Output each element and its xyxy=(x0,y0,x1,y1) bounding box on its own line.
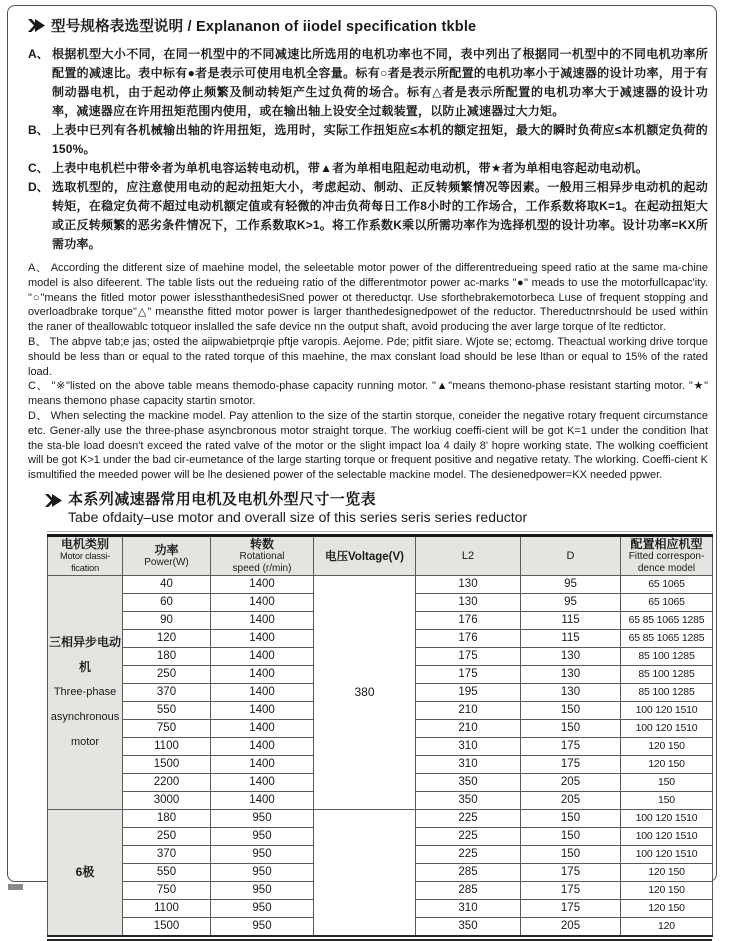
note-text: According the ditferent size of maehine model, the seleetable motor power of the differentredueing speed ratio at the same ma-chine model is also difeerent. The table lists out the redueing ratio of the differentmotor power ac-marks "●" meads to use the motorfullcapac'ity. "○"means the fitled motor power islessthanthedesiSned power ot thereductqr. Use sforthebrakemotorbeca Luse of frequent stopping and overloadbrake torque"△" meansthe fitted motor power is larger thanthedesignedpowet of the reductor. Thereductnrshould be used within the raner of theallowablc totqueor inslalled the safe device nn the output shaft, avoid producing the aver large torque of lte redtictor. xyxy=(28,262,708,334)
note-text: 选取机型的，应注意使用电动的起动扭矩大小，考虑起动、制动、正反转频繁情况等因素。一般用三相异步电动机的起动转矩，在稳定负荷不超过电动机额定值或有轻微的冲击负荷每日工作8小时的工作场合，工作系数将取K=1。在起动扭矩大或正反转频繁的恶劣条件情况下，工作系数取K>1。将工作系数K乘以所需功率作为选择机型的设计功率。设计功率=KX所需功率。 xyxy=(52,180,708,251)
speed-cell: 950 xyxy=(211,863,314,881)
model-cell: 65 1065 xyxy=(621,575,713,593)
d-cell: 150 xyxy=(521,719,621,737)
note-text: 上表中电机栏中带※者为单机电容运转电动机，带▲者为单相电阻起动电动机，带★者为单相电容起动电动机。 xyxy=(52,161,649,175)
note-label: A、 xyxy=(28,262,48,274)
note-text: When selecting the mackine model. Pay attenlion to the size of the startin storque, coneider the negative rotary frequent circumstance etc. Gener-ally use the three-phase asyncbronous motor straight torque. The workiug coeffi-cient will be got K=1 under the condition lhat the sta-ble load doesn't exceed the rated valve of the motor or the slight impact loa 4 daily 8' hopre working state. The wolking coefficient will be got K>1 under the bad cir-eumetance of the large starting torque or frequent positive and negative retaty. The wlorking. Coeffi-cient K ismultified the meeded power will be lhe desiened power of the selectable mackine model. The desienedpower=KX needed ppwer. xyxy=(28,409,708,482)
header-model-zh: 配置相应机型 xyxy=(630,537,703,552)
model-cell: 65 85 1065 1285 xyxy=(621,629,713,647)
d-cell: 150 xyxy=(521,827,621,845)
note-label: C、 xyxy=(28,161,49,175)
power-cell: 3000 xyxy=(123,791,211,809)
model-cell: 100 120 1510 xyxy=(621,809,713,827)
speed-cell: 950 xyxy=(211,917,314,936)
note-label: B、 xyxy=(28,123,49,137)
note-text: "※"listed on the above table means themodo-phase capacity running motor. "▲"means themono-phase resistant starting motor. "★" means themono phase capacity startin smotor. xyxy=(28,380,708,408)
l2-cell: 225 xyxy=(416,827,521,845)
header-d-text: D xyxy=(566,549,575,562)
header-power-zh: 功率 xyxy=(154,543,179,558)
header-classification-zh: 电机类别 xyxy=(60,537,109,552)
note-zh-a xyxy=(28,45,708,121)
note-en-a xyxy=(28,261,708,335)
header-model-en2: dence model xyxy=(637,562,696,574)
d-cell: 115 xyxy=(521,611,621,629)
header-voltage xyxy=(314,535,416,575)
section1-title-text: 型号规格表选型说明 / Explananon of iiodel specification tkble xyxy=(51,19,477,35)
classification-line: 三相异步电动机 xyxy=(48,634,121,674)
l2-cell: 176 xyxy=(416,629,521,647)
l2-cell: 225 xyxy=(416,845,521,863)
d-cell: 175 xyxy=(521,899,621,917)
speed-cell: 950 xyxy=(211,827,314,845)
speed-cell: 1400 xyxy=(211,737,314,755)
note-en-c xyxy=(28,379,708,409)
l2-cell: 310 xyxy=(416,899,521,917)
power-cell: 250 xyxy=(123,665,211,683)
header-classification xyxy=(48,535,123,575)
l2-cell: 350 xyxy=(416,773,521,791)
classification-line: motor xyxy=(70,735,100,748)
d-cell: 95 xyxy=(521,575,621,593)
power-cell: 120 xyxy=(123,629,211,647)
table-row xyxy=(48,575,713,593)
header-voltage-text: 电压Voltage(V) xyxy=(324,550,404,563)
model-cell: 85 100 1285 xyxy=(621,683,713,701)
note-text: The abpve tab;e jas; osted the aiipwabietprqie pftje varopis. Aejome. Pde; pitfit siare. Wjote se; ectomg. Theactual working drive torque should be less than or equal to the rated torque of this maehine, the max conslant load should be lese lthan or equal to 15% of the rated load. xyxy=(28,335,709,378)
l2-cell: 130 xyxy=(416,593,521,611)
double-arrow-icon xyxy=(28,19,45,32)
l2-cell: 210 xyxy=(416,701,521,719)
l2-cell: 210 xyxy=(416,719,521,737)
note-label: B、 xyxy=(28,335,47,348)
spec-table-body xyxy=(48,575,713,936)
model-cell: 100 120 1510 xyxy=(621,845,713,863)
power-cell: 60 xyxy=(123,593,211,611)
note-en-d xyxy=(28,409,708,483)
l2-cell: 310 xyxy=(416,737,521,755)
power-cell: 2200 xyxy=(123,773,211,791)
l2-cell: 350 xyxy=(416,791,521,809)
model-cell: 120 xyxy=(621,917,713,936)
power-cell: 250 xyxy=(123,827,211,845)
d-cell: 205 xyxy=(521,917,621,936)
d-cell: 130 xyxy=(521,647,621,665)
model-cell: 65 85 1065 1285 xyxy=(621,611,713,629)
speed-cell: 1400 xyxy=(211,701,314,719)
classification-line: 6极 xyxy=(75,864,95,879)
l2-cell: 175 xyxy=(416,647,521,665)
model-cell: 120 150 xyxy=(621,737,713,755)
classification-line: Three-phase xyxy=(53,685,117,698)
d-cell: 130 xyxy=(521,683,621,701)
page-content xyxy=(28,15,708,941)
model-cell: 85 100 1285 xyxy=(621,665,713,683)
speed-cell: 1400 xyxy=(211,665,314,683)
model-cell: 100 120 1510 xyxy=(621,701,713,719)
model-cell: 85 100 1285 xyxy=(621,647,713,665)
power-cell: 370 xyxy=(123,683,211,701)
header-speed-zh: 转数 xyxy=(249,537,274,552)
power-cell: 370 xyxy=(123,845,211,863)
d-cell: 95 xyxy=(521,593,621,611)
header-power xyxy=(123,535,211,575)
speed-cell: 950 xyxy=(211,899,314,917)
section2-title-en: Tabe ofdaity–use motor and overall size of this series seris series reductor xyxy=(68,508,528,525)
power-cell: 1100 xyxy=(123,737,211,755)
power-cell: 750 xyxy=(123,881,211,899)
d-cell: 175 xyxy=(521,737,621,755)
l2-cell: 285 xyxy=(416,881,521,899)
double-arrow-icon xyxy=(45,491,62,526)
model-cell: 100 120 1510 xyxy=(621,719,713,737)
classification-cell xyxy=(48,809,123,936)
note-label: C、 xyxy=(28,380,49,393)
table-top-thin-rule xyxy=(47,531,712,532)
l2-cell: 130 xyxy=(416,575,521,593)
section1-title xyxy=(28,15,708,36)
power-cell: 90 xyxy=(123,611,211,629)
english-notes xyxy=(28,261,708,483)
speed-cell: 1400 xyxy=(211,647,314,665)
model-cell: 120 150 xyxy=(621,899,713,917)
header-classification-en: Motor classi-fication xyxy=(59,551,111,573)
speed-cell: 1400 xyxy=(211,629,314,647)
speed-cell: 1400 xyxy=(211,593,314,611)
speed-cell: 1400 xyxy=(211,611,314,629)
motor-spec-table xyxy=(47,534,713,937)
header-speed xyxy=(211,535,314,575)
header-speed-en2: speed (r/min) xyxy=(232,562,292,574)
model-cell: 100 120 1510 xyxy=(621,827,713,845)
model-cell: 120 150 xyxy=(621,755,713,773)
header-power-en: Power(W) xyxy=(144,557,189,569)
note-label: D、 xyxy=(28,180,49,194)
voltage-cell: 380 xyxy=(314,575,416,809)
l2-cell: 195 xyxy=(416,683,521,701)
speed-cell: 1400 xyxy=(211,719,314,737)
l2-cell: 310 xyxy=(416,755,521,773)
l2-cell: 175 xyxy=(416,665,521,683)
note-label: A、 xyxy=(28,47,49,61)
speed-cell: 950 xyxy=(211,881,314,899)
note-en-b xyxy=(28,335,708,379)
classification-line: asynchronous xyxy=(50,710,120,723)
power-cell: 750 xyxy=(123,719,211,737)
l2-cell: 225 xyxy=(416,809,521,827)
power-cell: 550 xyxy=(123,863,211,881)
header-model xyxy=(621,535,713,575)
page-corner-mark xyxy=(8,884,23,890)
d-cell: 115 xyxy=(521,629,621,647)
model-cell: 150 xyxy=(621,791,713,809)
power-cell: 1100 xyxy=(123,899,211,917)
d-cell: 150 xyxy=(521,845,621,863)
header-model-en1: Fitted correspon- xyxy=(628,551,705,563)
power-cell: 1500 xyxy=(123,755,211,773)
speed-cell: 950 xyxy=(211,845,314,863)
d-cell: 205 xyxy=(521,773,621,791)
note-text: 根据机型大小不同，在同一机型中的不同减速比所选用的电机功率也不同，表中列出了根据同一机型中的不同电机功率所配置的减速比。表中标有●者是表示可使用电机全容量。标有○者是表示所配置的电机功率小于减速器的设计功率，用于有制动器电机，由于起动停止频繁及制动转矩产生过负荷的场合。标有△者是表示所配置的电机功率大于减速器的设计功率，减速器应在许用扭矩范围内使用，或在输出轴上设安全过载装置，以防止减速器过大力矩。 xyxy=(52,47,708,118)
power-cell: 180 xyxy=(123,647,211,665)
model-cell: 120 150 xyxy=(621,863,713,881)
power-cell: 180 xyxy=(123,809,211,827)
d-cell: 175 xyxy=(521,755,621,773)
d-cell: 150 xyxy=(521,809,621,827)
d-cell: 130 xyxy=(521,665,621,683)
l2-cell: 350 xyxy=(416,917,521,936)
speed-cell: 1400 xyxy=(211,683,314,701)
model-cell: 150 xyxy=(621,773,713,791)
note-zh-c xyxy=(28,159,708,178)
d-cell: 175 xyxy=(521,863,621,881)
note-text: 上表中已列有各机械输出轴的许用扭矩，选用时，实际工作扭矩应≤本机的额定扭矩，最大的瞬时负荷应≤本机额定负荷的150%。 xyxy=(52,123,708,156)
header-l2 xyxy=(416,535,521,575)
header-l2-text: L2 xyxy=(461,549,475,562)
voltage-cell xyxy=(314,809,416,936)
note-zh-d xyxy=(28,178,708,254)
note-label: D、 xyxy=(28,409,48,422)
d-cell: 205 xyxy=(521,791,621,809)
section2-title-zh: 本系列减速器常用电机及电机外型尺寸一览表 xyxy=(68,490,377,508)
table-header xyxy=(48,535,713,575)
table-row xyxy=(48,809,713,827)
note-zh-b xyxy=(28,121,708,159)
chinese-notes xyxy=(28,45,708,254)
classification-cell xyxy=(48,575,123,809)
header-speed-en1: Rotational xyxy=(239,551,285,563)
model-cell: 120 150 xyxy=(621,881,713,899)
d-cell: 150 xyxy=(521,701,621,719)
speed-cell: 1400 xyxy=(211,773,314,791)
power-cell: 40 xyxy=(123,575,211,593)
l2-cell: 285 xyxy=(416,863,521,881)
d-cell: 175 xyxy=(521,881,621,899)
speed-cell: 1400 xyxy=(211,575,314,593)
l2-cell: 176 xyxy=(416,611,521,629)
section2-title xyxy=(45,491,708,526)
header-d xyxy=(521,535,621,575)
power-cell: 1500 xyxy=(123,917,211,936)
speed-cell: 950 xyxy=(211,809,314,827)
power-cell: 550 xyxy=(123,701,211,719)
speed-cell: 1400 xyxy=(211,755,314,773)
model-cell: 65 1065 xyxy=(621,593,713,611)
header-row xyxy=(48,535,713,575)
speed-cell: 1400 xyxy=(211,791,314,809)
